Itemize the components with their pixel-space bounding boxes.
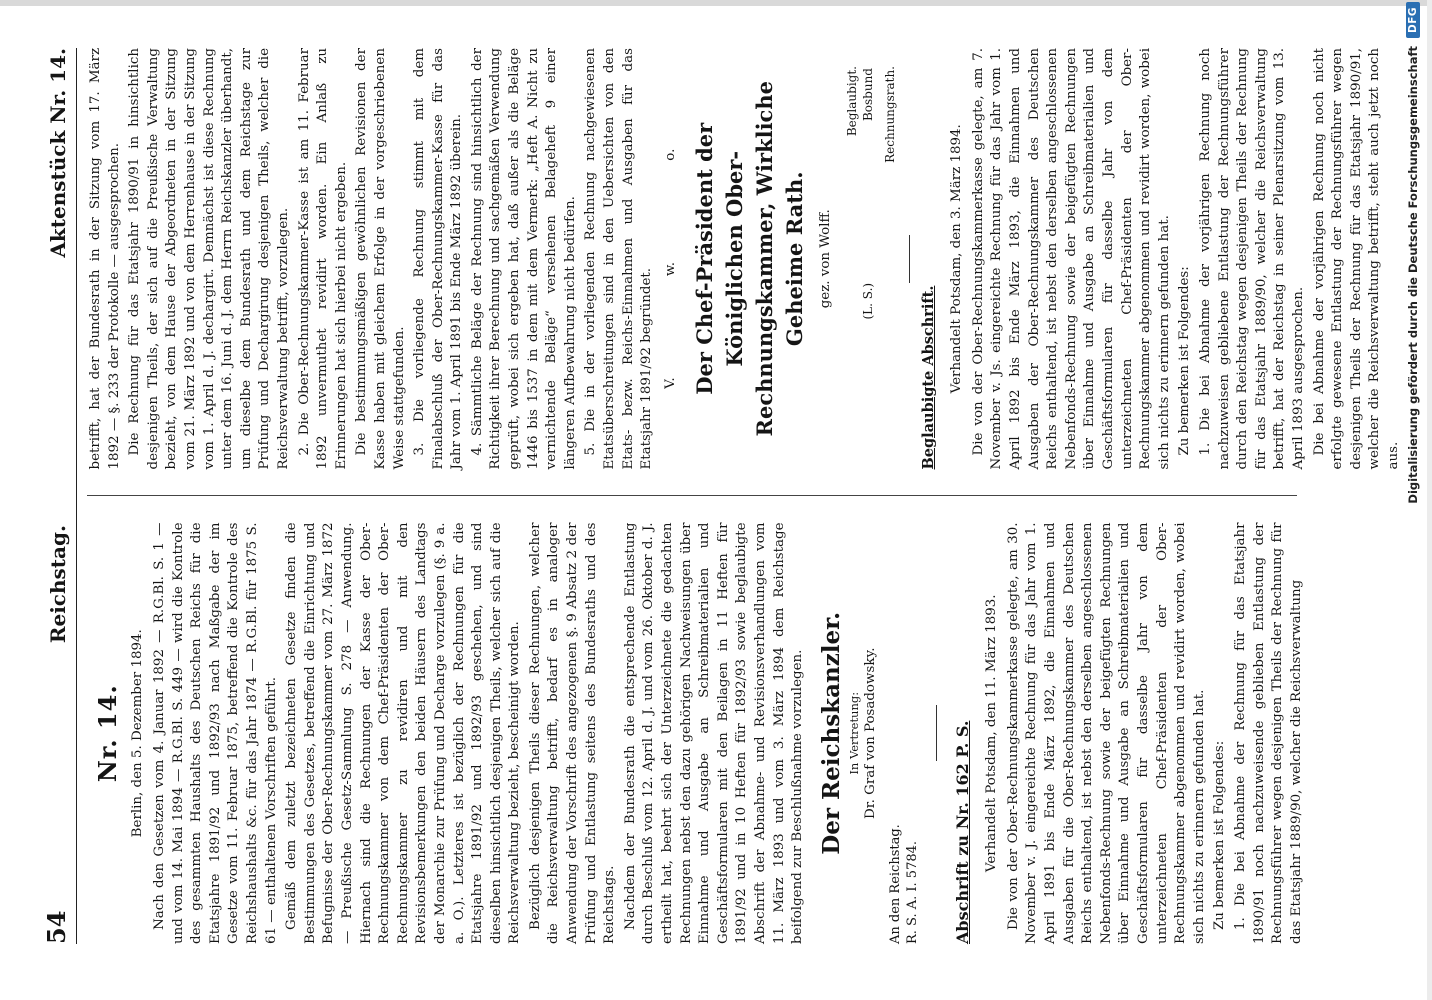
dfg-notice (1402, 0, 1424, 1000)
abschrift-heading (953, 523, 972, 945)
dfg-notice-strip (1372, 0, 1432, 1000)
president-signature: gez. von Wolff. (817, 209, 833, 309)
paragraph: Die bei Abnahme der vorjährigen Rechnung noch nicht erfolgte gewesene Entlastung der Rechnungsführer wegen desjenigen Theils der Rechnung für das Etatsjahr 1890/91, welcher die Reichsverwaltung betrifft, steht auch jetzt noch aus. (1311, 48, 1401, 470)
paragraph: Zu bemerken ist Folgendes: (1212, 740, 1228, 930)
dfg-logo: DFG (1406, 2, 1420, 38)
abschrift-label: Abschrift zu Nr. 162 P. S. (952, 720, 972, 944)
paragraph: 4. Sämmtliche Beläge der Rechnung sind hinsichtlich der Richtigkeit ihrer Berechnung und sachgemäßen Verwendung geprüft, wobei sich ergeben hat, daß außer als die Beläge 1446 bis 1537 in dem mit dem Vermerk: „Heft A. Nicht zu vernichtende Beläge“ versehenen Belageheft 9 einer längeren Aufbewahrung nicht bedürfen. (469, 48, 578, 470)
certified-copy-heading: Beglaubigte Abschrift. (919, 285, 937, 470)
read-approved-signed (663, 98, 678, 440)
paragraph: 2. Die Ober-Rechnungskammer-Kasse ist am 11. Februar 1892 unvermuthet revidirt worden. Ein Anlaß zu Erinnerungen hat sich hierbei nicht ergeben. (296, 48, 349, 470)
right-column (87, 48, 1401, 470)
section-separator (909, 235, 910, 283)
left-column (87, 522, 1304, 945)
header-rule (76, 48, 77, 944)
paragraph: 1. Die bei Abnahme der vorjährigen Rechnung noch nachzuweisen gebliebene Entlastung der Rechnungsführer durch den Reichstag wegen desjenigen Theils der Rechnung für das Etatsjahr 1889/90, welcher die Reichsverwaltung betrifft, hat der Reichstag in seiner Plenarsitzung vom 13. April 1893 ausgesprochen. (1197, 48, 1306, 470)
header-right-title: Aktenstück Nr. 14. (46, 48, 70, 258)
running-header (42, 48, 72, 944)
bwo-v: V. (662, 377, 678, 389)
paragraph: 3. Die vorliegende Rechnung stimmt mit dem Finalabschluß der Ober-Rechnungskammer-Kasse für das Jahr vom 1. April 1891 bis Ende März 1892 überein. (412, 48, 465, 470)
paragraph: 5. Die in der vorliegenden Rechnung nachgewiesenen Etatsüberschreitungen sind in den Uebersichten von den Etats- bezw. Reichs-Einnahmen und Ausgaben für das Etatsjahr 1891/92 begründet. (583, 48, 655, 470)
paragraph: Die Rechnung für das Etatsjahr 1890/91 in hinsichtlich desjenigen Theils, der sich auf die Preußische Verwaltung bezieht, von dem Hause der Abgeordneten in der Sitzung vom 21. März 1892 und von dem Herrenhause in der Sitzung vom 1. April d. J. dechargirt. Demnächst ist diese Rechnung unter dem 16. Juni d. J. dem Herrn Reichskanzler überhandt, um dieselbe dem Bundesrath und dem Reichstage zur Prüfung und Dechargirung desjenigen Theils, welcher die Reichsverwaltung betrifft, vorzulegen. (127, 48, 291, 470)
paragraph: Die bestimmungsmäßigen gewöhnlichen Revisionen der Kasse haben mit gleichem Erfolge in der vorgeschriebenen Weise stattgefunden. (354, 48, 407, 470)
dfg-notice-text: Digitalisierung gefördert durch die Deutsche Forschungsgemeinschaft (1406, 46, 1420, 504)
president-title: Der Chef-Präsident der Königlichen Ober-Rechnungskammer, Wirkliche Geheime Rath. (691, 81, 807, 437)
file-reference: R. S. A. I. 5784. (904, 840, 920, 944)
bwo-w: w. (662, 261, 678, 277)
paragraph: Die von der Ober-Rechnungskammerkasse gelegte, am 30. November v. J. eingereichte Rechnung für das Jahr vom 1. April 1891 bis Ende März 1892, die Einnahmen und Ausgaben für die Ober-Rechnungskammer des Deutschen Reichs enthaltend, ist nebst den derselben angeschlossenen Nebenfonds-Rechnung sowie der beigefügten Rechnungen über Einnahme und Ausgabe an Schreibmaterialien und Geschäftsformularen für dasselbe Jahr von dem unterzeichneten Chef-Präsidenten der Ober-Rechnungskammer abgenommen und revidirt worden, wobei sich nichts zu erinnern gefunden hat. (1005, 522, 1207, 944)
certification-label: Beglaubigt. (844, 66, 859, 137)
paragraph: Nach den Gesetzen vom 4. Januar 1892 — R.G.Bl. S. 1 — und vom 14. Mai 1894 — R.G.Bl. S. 449 — wird die Kontrole des gesammten Haushalts des Deutschen Reichs für die Etatsjahre 1891/92 und 1892/93 nach Maßgabe der im Gesetze vom 11. Februar 1875, betreffend die Kontrole des Reichshaushalts &c. für das Jahr 1874 — R.G.Bl. für 1875 S. 61 — enthaltenen Vorschriften geführt. (152, 522, 279, 944)
paragraph: Nachdem der Bundesrath die entsprechende Entlastung durch Beschluß vom 12. April d. J. und vom 26. Oktober d. J. ertheilt hat, beehrt sich der Unterzeichnete die gedachten Rechnungen nebst den dazu gehörigen Nachweisungen über Einnahme und Ausgabe an Schreibmaterialien und Geschäftsformularen mit den Beilagen in 11 Heften für 1891/92 und in 10 Heften für 1892/93 sowie beglaubigte Abschrift der Abnahme- und Revisionsverhandlungen vom 11. März 1893 und vom 3. März 1894 dem Reichstage beifolgend zur Beschlußnahme vorzulegen. (622, 522, 806, 944)
dateline: Berlin, den 5. Dezember 1894. (130, 629, 145, 838)
paragraph: Die von der Ober-Rechnungskammerkasse gelegte, am 7. November v. Js. eingereichte Rechnung für das Jahr vom 1. April 1892 bis Ende März 1893, die Einnahmen und Ausgaben der Ober-Rechnungskammer des Deutschen Reichs enthaltend, ist nebst den derselben angeschlossenen Nebenfonds-Rechnung sowie der beigefügten Rechnungen über Einnahme und Ausgabe an Schreibmaterialien und Geschäftsformularen für dasselbe Jahr von dem unterzeichneten Chef-Präsidenten der Ober-Rechnungskammer abgenommen und revidirt worden, wobei sich nichts zu erinnern gefunden hat. (970, 48, 1172, 470)
header-left-title: Reichstag. (46, 525, 70, 644)
text-columns (87, 48, 1401, 944)
signer-role: Rechnungsrath. (882, 66, 897, 163)
bwo-o: o. (662, 148, 678, 161)
paragraph: 1. Die bei Abnahme der Rechnung für das Etatsjahr 1890/91 noch nachzuweisende geblieben Entlastung der Rechnungsführer wegen desjenigen Theils der Rechnung für das Etatsjahr 1889/90, welcher die Reichsverwaltung (1232, 522, 1304, 944)
paragraph: Bezüglich desjenigen Theils dieser Rechnungen, welcher die Reichsverwaltung betrifft, bedarf es in analoger Anwendung der Vorschrift des angezogenen §. 9 Absatz 2 der Prüfung und Entlastung seitens des Bundesraths und des Reichstags. (527, 522, 618, 944)
chancellor-title: Der Reichskanzler. (817, 611, 845, 855)
deputy-label: In Vertretung: (846, 691, 861, 775)
place-date: Verhandelt Potsdam, den 11. März 1893. (983, 594, 999, 873)
address-line: An den Reichstag. (887, 824, 903, 944)
paragraph: Zu bemerken ist Folgendes: (1177, 266, 1193, 456)
seal-mark: (L. S.) (860, 282, 875, 320)
place-date-2: Verhandelt Potsdam, den 3. März 1894. (948, 124, 964, 394)
seal-signature-row (861, 68, 875, 320)
column-divider (87, 496, 1297, 497)
page-number: 54 (42, 910, 71, 944)
paragraph: Gemäß dem zuletzt bezeichneten Gesetze finden die Bestimmungen des Gesetzes, betreffend die Einrichtung und Befugnisse der Ober-Rechnungskammer vom 27. März 1872 — Preußische Gesetz-Sammlung S. 278 — Anwendung. Hiernach sind die Rechnungen der Kasse der Ober-Rechnungskammer von dem Chef-Präsidenten der Ober-Rechnungskammer zu revidiren und mit den Revisionsbemerkungen den beiden Häusern des Landtags der Monarchie zur Prüfung und Decharge vorzulegen (§. 9 a. a. O.). Letzteres ist bezüglich der Rechnungen für die Etatsjahre 1891/92 und 1892/93 geschehen, und sind dieselben hinsichtlich desjenigen Theils, welcher sich auf die Reichsverwaltung bezieht, bescheinigt worden. (284, 522, 523, 944)
document-page (12, 0, 1401, 1000)
deputy-signature: Dr. Graf von Posadowsky. (862, 647, 878, 819)
document-number-title: Nr. 14. (93, 684, 122, 783)
signer-name: Bosbund (860, 68, 875, 122)
paragraph: betrifft, hat der Bundesrath in der Sitzung vom 17. März 1892 — §. 233 der Protokolle — ausgesprochen. (88, 48, 122, 470)
section-separator (936, 705, 937, 761)
